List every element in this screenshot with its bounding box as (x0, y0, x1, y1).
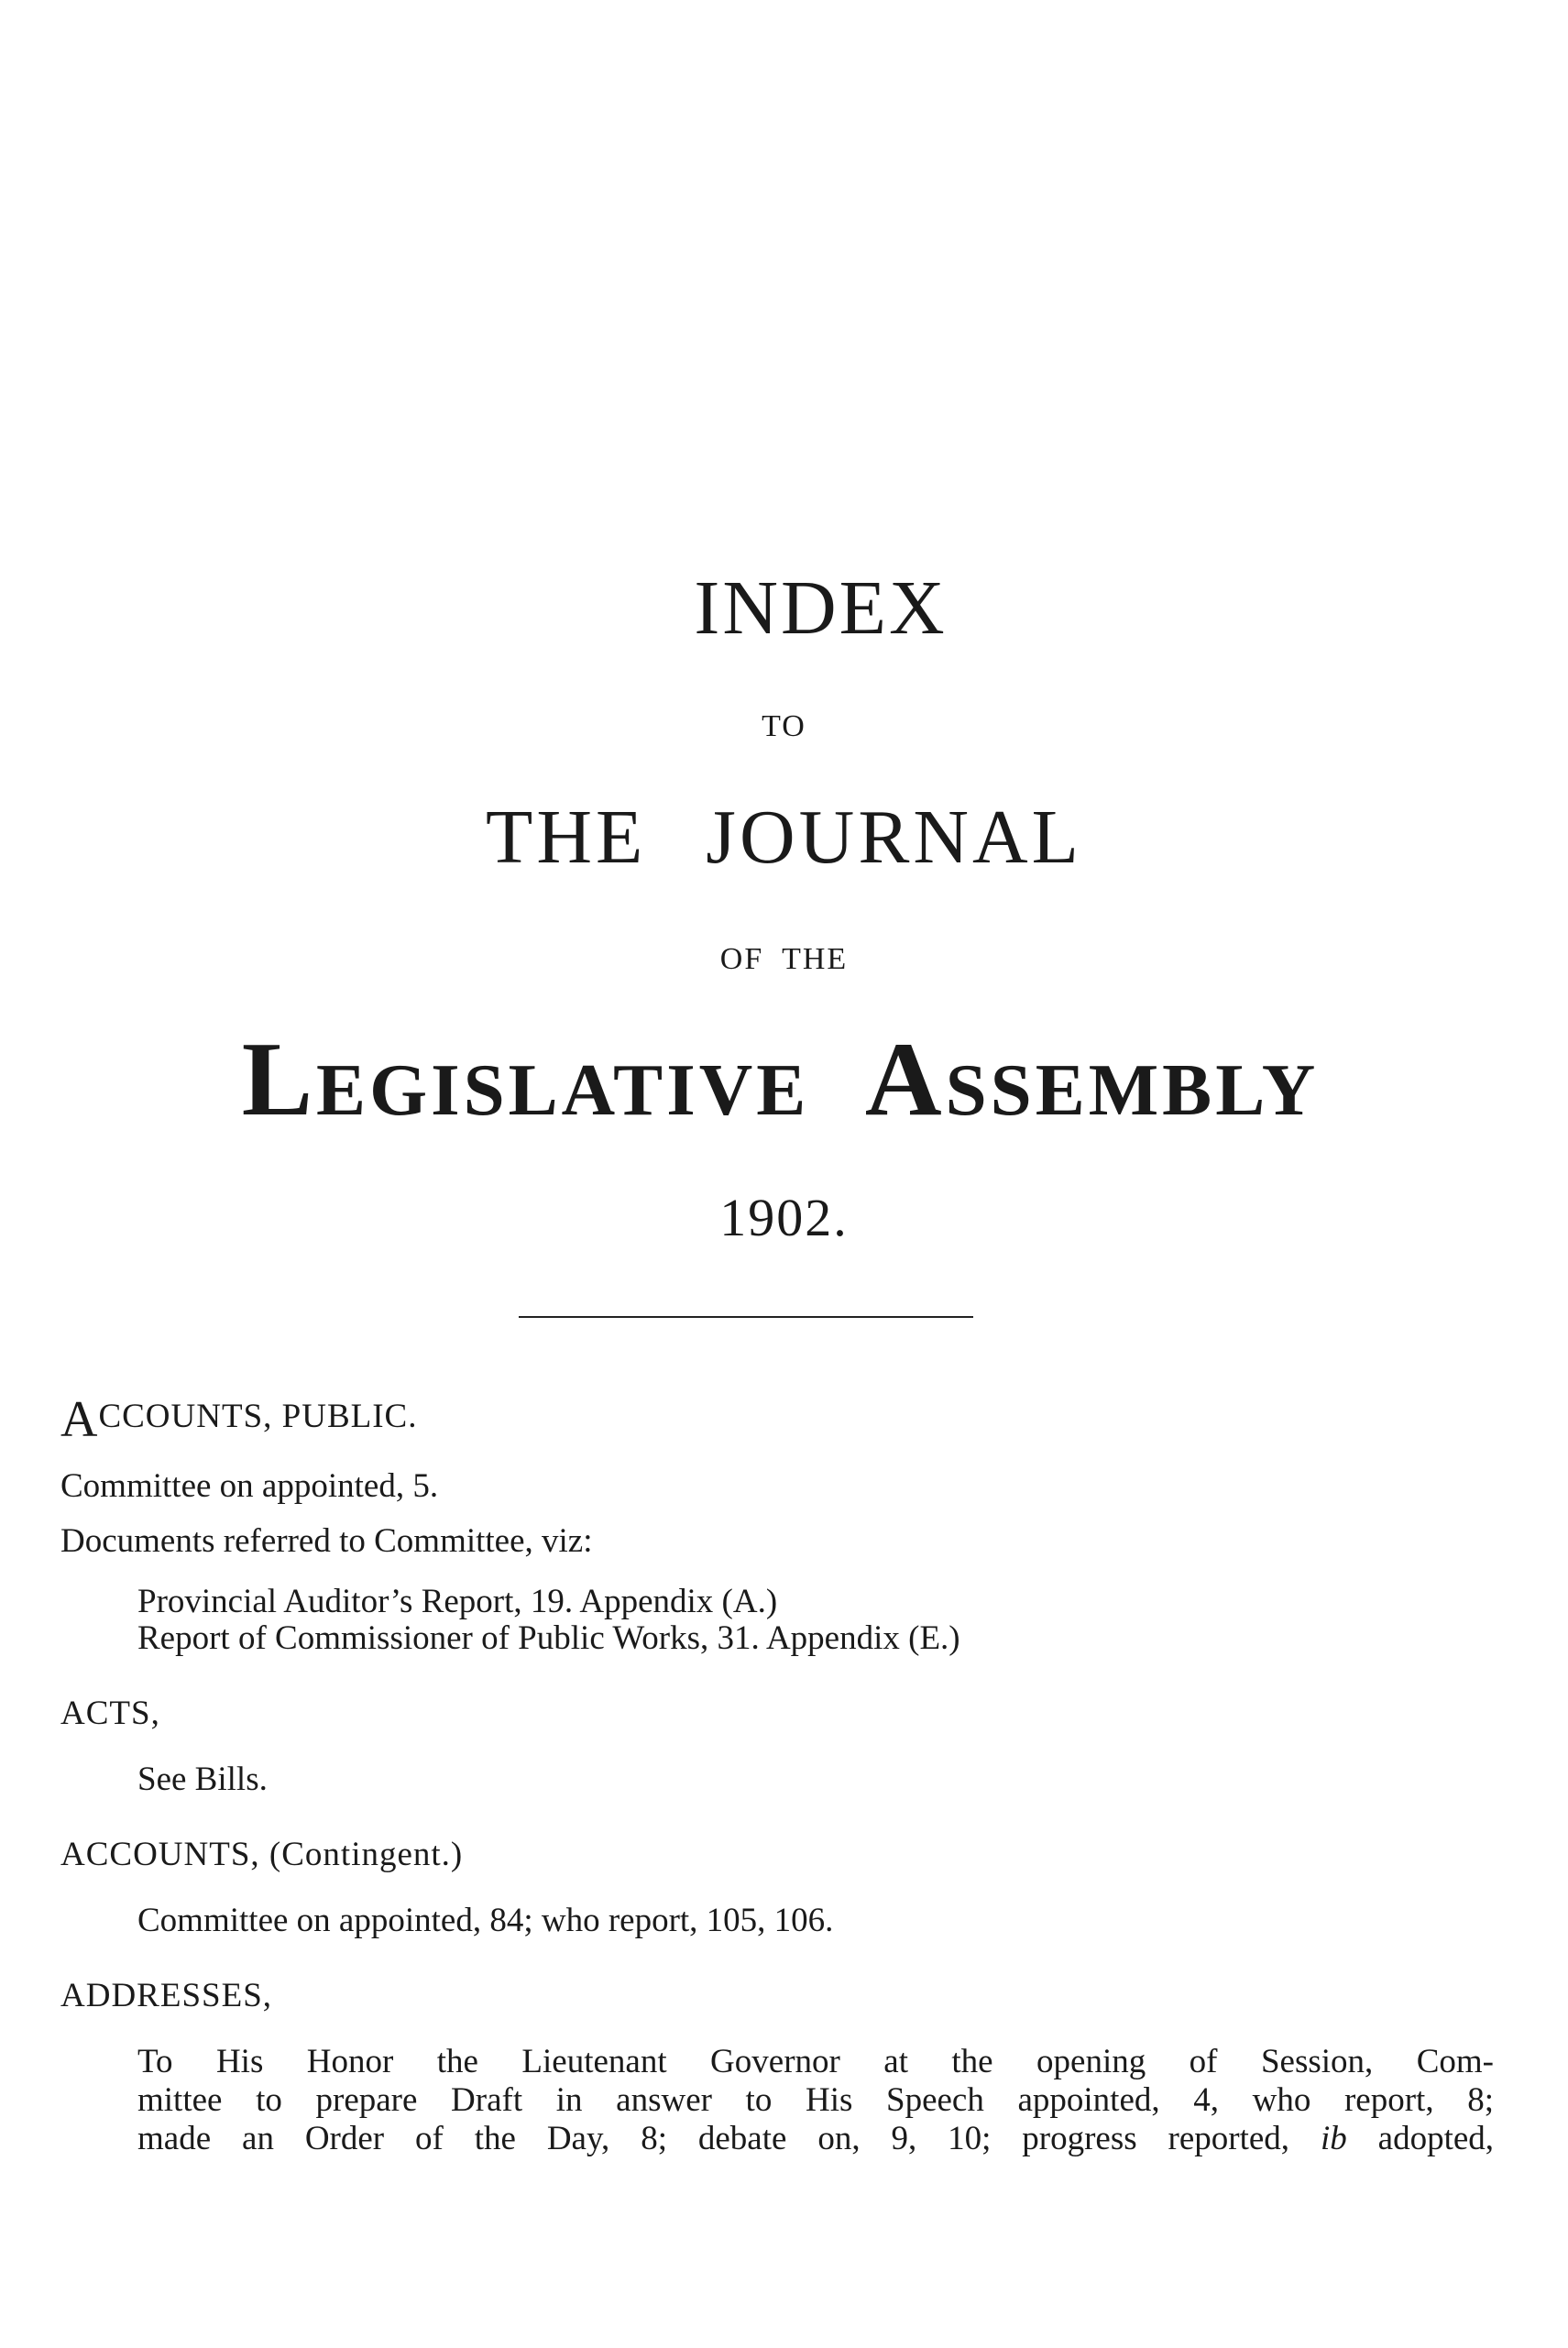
title-journal: THE JOURNAL (486, 795, 1082, 880)
title-legislative-assembly: Legislative Assembly (241, 1021, 1320, 1138)
divider-rule (519, 1316, 973, 1318)
entry-line: Committee on appointed, 5. (60, 1467, 439, 1505)
title-to: TO (762, 709, 806, 743)
entry-line: To His Honor the Lieutenant Governor at the opening of Session, Com- (137, 2043, 1494, 2080)
entry-text: adopted, (1377, 2120, 1495, 2157)
title-index: INDEX (694, 565, 948, 651)
entry-subline: Report of Commissioner of Public Works, 31. Appendix (E.) (137, 1619, 960, 1657)
heading-accounts-public-text: CCOUNTS, PUBLIC. (98, 1398, 418, 1435)
entry-subline: Provincial Auditor’s Report, 19. Appendix (A.) (137, 1583, 778, 1620)
entry-line: Committee on appointed, 84; who report, 105, 106. (137, 1902, 834, 1939)
entry-line: Documents referred to Committee, viz: (60, 1522, 593, 1560)
title-year: 1902. (719, 1188, 849, 1247)
entry-line-last (137, 2119, 1494, 2157)
heading-acts: ACTS, (60, 1695, 160, 1732)
entry-line: See Bills. (137, 1761, 268, 1798)
dropcap-letter: A (60, 1391, 99, 1448)
entry-text: made an Order of the Day, 8; debate on, 9, 10; progress reported, (137, 2120, 1290, 2157)
heading-accounts-contingent: ACCOUNTS, (Contingent.) (60, 1836, 464, 1873)
ibid-abbrev: ib (1320, 2120, 1347, 2157)
addresses-paragraph (137, 2042, 1494, 2157)
title-of-the: OF THE (719, 942, 849, 976)
heading-addresses: ADDRESSES, (60, 1977, 273, 2014)
entry-line: mittee to prepare Draft in answer to His Speech appointed, 4, who report, 8; (137, 2081, 1494, 2119)
heading-accounts-public (60, 1391, 418, 1448)
